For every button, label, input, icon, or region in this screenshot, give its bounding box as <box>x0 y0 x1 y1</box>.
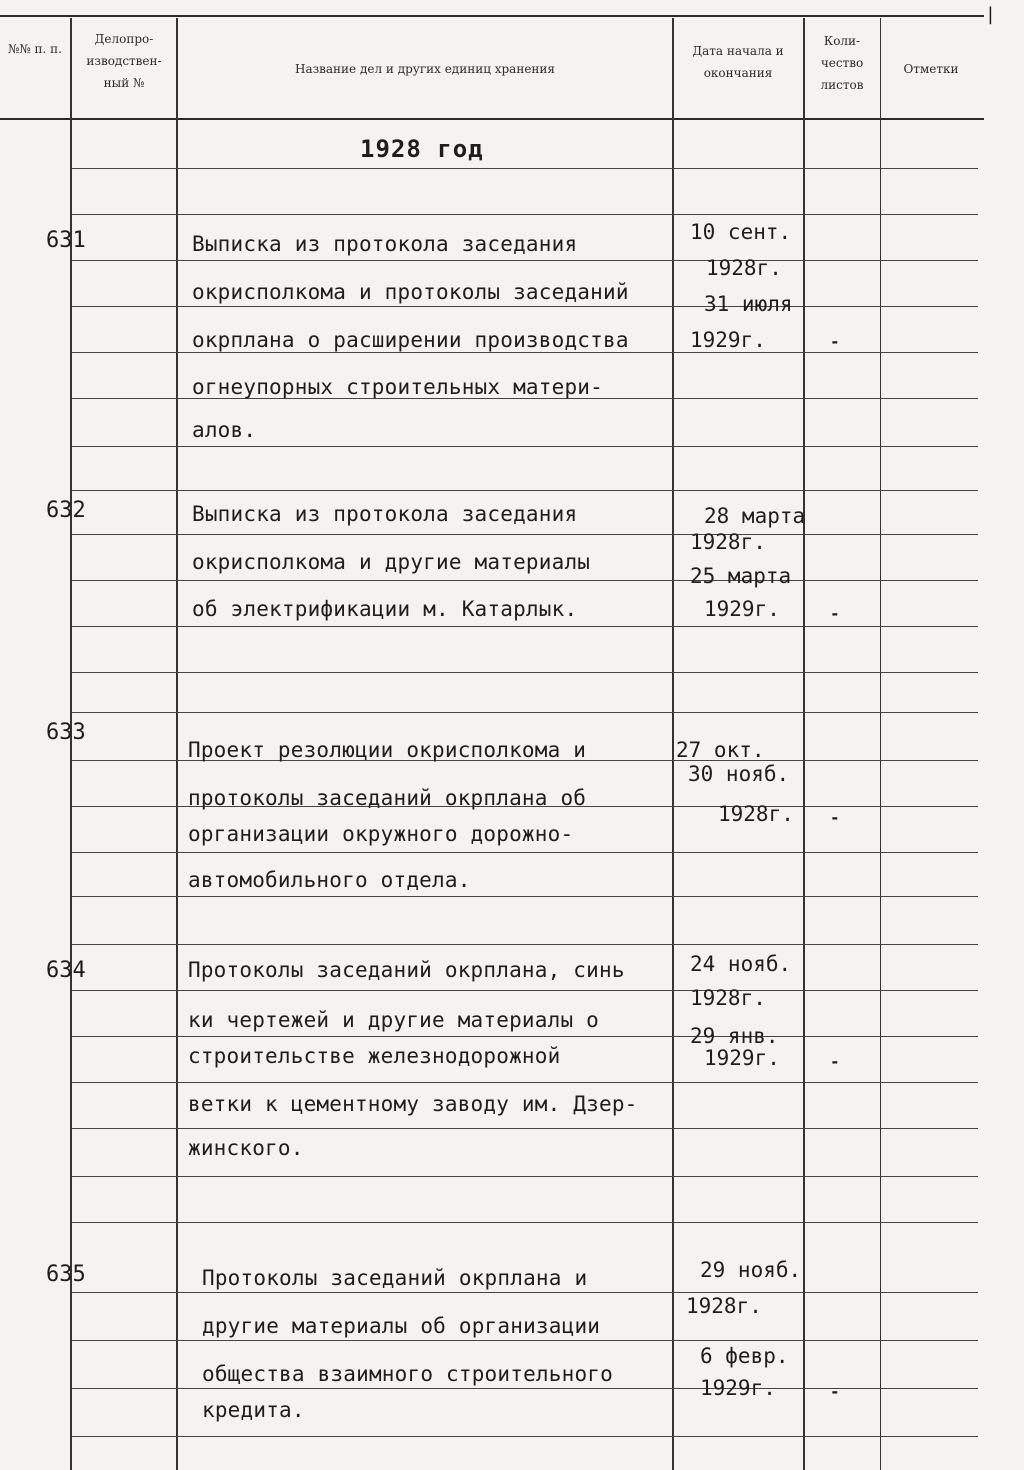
entry-date-line: 28 марта <box>704 504 806 528</box>
entry-sheet-count: - <box>830 1052 840 1071</box>
column-divider <box>803 18 805 1470</box>
entry-date-line: 25 марта <box>690 564 792 588</box>
ruled-line <box>72 990 978 991</box>
ruled-line <box>72 852 978 853</box>
header-col-title: Название дел и других единиц хранения <box>294 62 555 76</box>
ruled-line <box>72 260 978 261</box>
header-col-sheet-count: Коли-чество листов <box>820 34 864 92</box>
ruled-line <box>72 306 978 307</box>
ruled-line <box>72 446 978 447</box>
entry-title-line: окрплана о расширении производства <box>192 328 629 352</box>
entry-date-line: 1928г. <box>690 530 766 554</box>
entry-date-line: 27 окт. <box>676 738 765 762</box>
entry-date-line: 31 июля <box>704 292 793 316</box>
entry-title-line: кредита. <box>202 1398 305 1422</box>
entry-title-line: Протоколы заседаний окрплана и <box>202 1266 588 1290</box>
entry-sheet-count: - <box>830 808 840 827</box>
entry-number: 635 <box>46 1262 86 1287</box>
ruled-line <box>72 1388 978 1389</box>
ruled-line <box>72 534 978 535</box>
entry-date-line: 1929г. <box>700 1376 776 1400</box>
ruled-line <box>72 1340 978 1341</box>
ruled-line <box>72 1292 978 1293</box>
entry-title-line: огнеупорных строительных матери- <box>192 375 603 399</box>
entry-date-line: 10 сент. <box>690 220 792 244</box>
entry-date-line: 1928г. <box>686 1294 762 1318</box>
entry-title-line: об электрификации м. Катарлык. <box>192 597 578 621</box>
ruled-line <box>72 1082 978 1083</box>
ruled-line <box>72 712 978 713</box>
entry-title-line: автомобильного отдела. <box>188 868 471 892</box>
entry-date-line: 1928г. <box>706 256 782 280</box>
entry-number: 634 <box>46 958 86 983</box>
entry-date-line: 1928г. <box>690 986 766 1010</box>
entry-date-line: 1929г. <box>704 597 780 621</box>
entry-title-line: Протоколы заседаний окрплана, синь <box>188 958 625 982</box>
ruled-line <box>72 168 978 169</box>
entry-date-line: 29 нояб. <box>700 1258 802 1282</box>
entry-sheet-count: - <box>830 604 840 623</box>
ruled-line <box>72 1176 978 1177</box>
entry-title-line: жинского. <box>188 1136 304 1160</box>
entry-number: 633 <box>46 720 86 745</box>
header-bottom-rule <box>0 118 984 120</box>
entry-title-line: Проект резолюции окрисполкома и <box>188 738 587 762</box>
entry-date-line: 6 февр. <box>700 1344 789 1368</box>
ruled-line <box>72 1036 978 1037</box>
ruled-line <box>72 626 978 627</box>
ruled-line <box>72 1128 978 1129</box>
ruled-line <box>72 580 978 581</box>
entry-title-line: ки чертежей и другие материалы о <box>188 1008 599 1032</box>
ruled-line <box>72 672 978 673</box>
entry-number: 632 <box>46 498 86 523</box>
entry-title-line: строительстве железнодорожной <box>188 1044 561 1068</box>
entry-title-line: окрисполкома и другие материалы <box>192 550 591 574</box>
entry-date-line: 1929г. <box>704 1046 780 1070</box>
entry-title-line: Выписка из протокола заседания <box>192 502 578 526</box>
ruled-line <box>72 490 978 491</box>
header-top-rule <box>0 15 984 17</box>
ruled-line <box>72 1436 978 1437</box>
entry-title-line: общества взаимного строительного <box>202 1362 613 1386</box>
entry-title-line: окрисполкома и протоколы заседаний <box>192 280 629 304</box>
ruled-line <box>72 352 978 353</box>
entry-title-line: алов. <box>192 418 257 442</box>
entry-title-line: протоколы заседаний окрплана об <box>188 786 587 810</box>
entry-number: 631 <box>46 228 86 253</box>
entry-sheet-count: - <box>830 332 840 351</box>
entry-date-line: 1928г. <box>718 802 794 826</box>
header-col-dates: Дата начала и окончания <box>692 44 784 80</box>
ruled-line <box>72 214 978 215</box>
header-col-number: №№ п. п. <box>8 42 62 56</box>
ruled-line <box>72 896 978 897</box>
entry-title-line: ветки к цементному заводу им. Дзер- <box>188 1092 638 1116</box>
column-divider <box>176 18 178 1470</box>
entry-title-line: организации окружного дорожно- <box>188 822 574 846</box>
ruled-line <box>72 1222 978 1223</box>
entry-date-line: 24 нояб. <box>690 952 792 976</box>
header-col-notes: Отметки <box>903 62 959 76</box>
entry-title-line: Выписка из протокола заседания <box>192 232 578 256</box>
entry-sheet-count: - <box>830 1382 840 1401</box>
ruled-line <box>72 944 978 945</box>
page-corner-mark: | <box>985 4 996 25</box>
entry-date-line: 30 нояб. <box>688 762 790 786</box>
entry-title-line: другие материалы об организации <box>202 1314 601 1338</box>
entry-date-line: 29 янв. <box>690 1024 779 1048</box>
column-divider <box>880 18 881 1470</box>
entry-date-line: 1929г. <box>690 328 766 352</box>
column-divider <box>672 18 674 1470</box>
header-col-office-number: Делопро-изводствен-ный № <box>86 32 162 90</box>
year-heading: 1928 год <box>360 135 484 163</box>
